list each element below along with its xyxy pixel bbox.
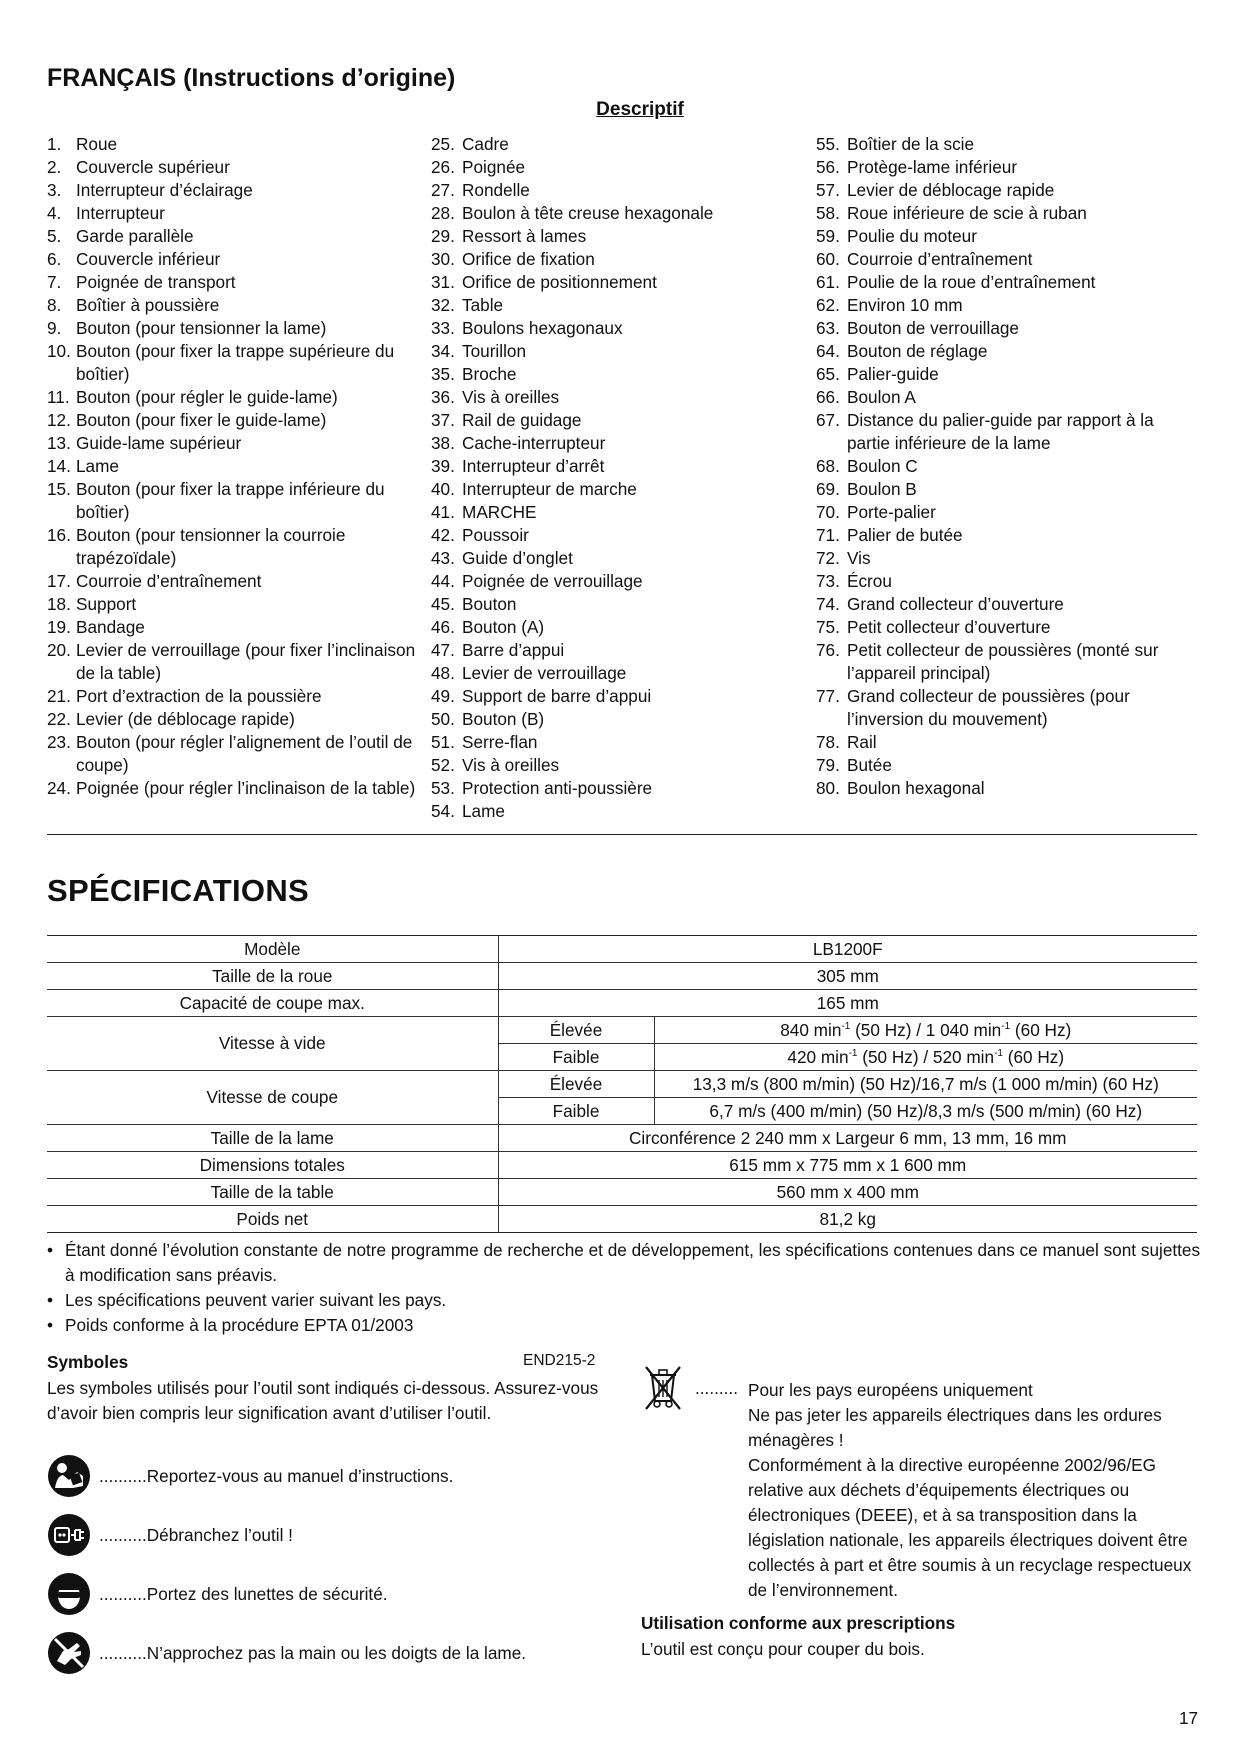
parts-list-column-1 (47, 133, 419, 800)
list-item: 76. Petit collecteur de poussières (monté sur l’appareil principal) (816, 640, 1159, 683)
unplug-icon (47, 1513, 91, 1557)
usage-text: L’outil est conçu pour couper du bois. (641, 1639, 925, 1659)
list-item: 67. Distance du palier-guide par rapport à la partie inférieure de la lame (816, 410, 1154, 453)
list-item: 26. Poignée (431, 157, 526, 177)
list-item: • Étant donné l’évolution constante de notre programme de recherche et de développement, les spécifications contenues dans ce manuel sont sujettes à modification sans préavis. (47, 1240, 1201, 1285)
list-item: 34. Tourillon (431, 341, 527, 361)
list-item: 9. Bouton (pour tensionner la lame) (47, 318, 327, 338)
symbol-row: .......... Portez des lunettes de sécurité. (47, 1572, 388, 1616)
page-title: FRANÇAIS (Instructions d’origine) (47, 64, 456, 92)
spec-sublabel: Faible (498, 1098, 654, 1125)
list-item: 18. Support (47, 594, 137, 614)
symbol-text: Portez des lunettes de sécurité. (146, 1583, 388, 1604)
symbols-code: END215-2 (523, 1352, 596, 1369)
spec-label: Vitesse à vide (47, 1017, 498, 1071)
list-item: 63. Bouton de verrouillage (816, 318, 1019, 338)
descriptif-heading: Descriptif (596, 99, 684, 120)
spec-label: Vitesse de coupe (47, 1071, 498, 1125)
keep-hands-away-icon (47, 1631, 91, 1675)
list-item: 11. Bouton (pour régler le guide-lame) (47, 387, 338, 407)
weee-bin-icon (641, 1363, 685, 1411)
list-item: 77. Grand collecteur de poussières (pour l’inversion du mouvement) (816, 686, 1130, 729)
table-row (47, 1071, 1197, 1098)
spec-label: Taille de la roue (47, 963, 498, 990)
symbols-heading: Symboles (47, 1352, 129, 1372)
list-item: 59. Poulie du moteur (816, 226, 977, 246)
list-item: 48. Levier de verrouillage (431, 663, 627, 683)
spec-value: 305 mm (498, 963, 1197, 990)
list-item: 25. Cadre (431, 134, 509, 154)
parts-list-column-2 (431, 133, 801, 823)
list-item: 33. Boulons hexagonaux (431, 318, 623, 338)
list-item: 79. Butée (816, 755, 892, 775)
table-row (47, 936, 1197, 963)
symbol-text: Débranchez l’outil ! (146, 1524, 293, 1545)
page-number: 17 (1179, 1708, 1199, 1728)
list-item: • Poids conforme à la procédure EPTA 01/2003 (47, 1315, 414, 1335)
list-item: 78. Rail (816, 732, 877, 752)
safety-glasses-icon (47, 1572, 91, 1616)
list-item: 43. Guide d’onglet (431, 548, 573, 568)
specifications-table (47, 935, 1197, 1233)
table-row (47, 1125, 1197, 1152)
table-row (47, 990, 1197, 1017)
list-item: 58. Roue inférieure de scie à ruban (816, 203, 1087, 223)
list-item: 14. Lame (47, 456, 119, 476)
table-row (47, 1206, 1197, 1233)
spec-value: 615 mm x 775 mm x 1 600 mm (498, 1152, 1197, 1179)
table-row (47, 963, 1197, 990)
list-item: 10. Bouton (pour fixer la trappe supérieure du boîtier) (47, 341, 395, 384)
list-item: 54. Lame (431, 801, 505, 821)
list-item: 62. Environ 10 mm (816, 295, 963, 315)
symbol-text: Reportez-vous au manuel d’instructions. (146, 1465, 454, 1486)
symbol-row: .......... N’approchez pas la main ou les doigts de la lame. (47, 1631, 526, 1675)
table-row (47, 1152, 1197, 1179)
spec-value: Circonférence 2 240 mm x Largeur 6 mm, 13 mm, 16 mm (498, 1125, 1197, 1152)
list-item: 71. Palier de butée (816, 525, 963, 545)
list-item: 20. Levier de verrouillage (pour fixer l’inclinaison de la table) (47, 640, 416, 683)
list-item: 49. Support de barre d’appui (431, 686, 652, 706)
list-item: 47. Barre d’appui (431, 640, 565, 660)
list-item: 15. Bouton (pour fixer la trappe inférieure du boîtier) (47, 479, 385, 522)
list-item: 39. Interrupteur d’arrêt (431, 456, 605, 476)
list-item: 4. Interrupteur (47, 203, 165, 223)
spec-value: LB1200F (498, 936, 1197, 963)
list-item: 66. Boulon A (816, 387, 916, 407)
list-item: 64. Bouton de réglage (816, 341, 988, 361)
spec-label: Modèle (47, 936, 498, 963)
parts-list-column-3 (816, 133, 1196, 800)
read-manual-icon (47, 1454, 91, 1498)
list-item: 68. Boulon C (816, 456, 918, 476)
list-item: 12. Bouton (pour fixer le guide-lame) (47, 410, 327, 430)
list-item: 24. Poignée (pour régler l’inclinaison de la table) (47, 778, 416, 798)
spec-notes (47, 1238, 1207, 1338)
list-item: 74. Grand collecteur d’ouverture (816, 594, 1064, 614)
list-item: 5. Garde parallèle (47, 226, 194, 246)
spec-label: Capacité de coupe max. (47, 990, 498, 1017)
spec-value: 420 $\min^{-1} (50$ Hz) / 520 $\min^{-1} (60$ Hz) (654, 1044, 1197, 1071)
spec-value: 560 mm x 400 mm (498, 1179, 1197, 1206)
spec-value: 840 $\min^{-1} (50$ Hz) / 1 040 $\min^{-1} (60$ Hz) (654, 1017, 1197, 1044)
list-item: 50. Bouton (B) (431, 709, 545, 729)
spec-label: Poids net (47, 1206, 498, 1233)
list-item: 16. Bouton (pour tensionner la courroie trapézoïdale) (47, 525, 346, 568)
table-row (47, 1179, 1197, 1206)
list-item: 30. Orifice de fixation (431, 249, 595, 269)
table-row (47, 1017, 1197, 1044)
list-item: 75. Petit collecteur d’ouverture (816, 617, 1051, 637)
list-item: 52. Vis à oreilles (431, 755, 560, 775)
list-item: 36. Vis à oreilles (431, 387, 560, 407)
list-item: 61. Poulie de la roue d’entraînement (816, 272, 1096, 292)
list-item: 72. Vis (816, 548, 871, 568)
weee-text: Pour les pays européens uniquement Ne pas jeter les appareils électriques dans les ordures ménagères ! Conformément à la directive européenne 2002/96/EG relative aux déchets d’équipements électriques ou électroniques (DEEE), et à sa transposition dans la législation nationale, les appareils électriques doivent être collectés à part et être soumis à un recyclage respectueux de l’environnement. (748, 1380, 1192, 1600)
list-item: 8. Boîtier à poussière (47, 295, 220, 315)
list-item: 42. Poussoir (431, 525, 529, 545)
spec-value: 13,3 m/s (800 m/min) (50 Hz)/16,7 m/s (1 000 m/min) (60 Hz) (654, 1071, 1197, 1098)
list-item: 6. Couvercle inférieur (47, 249, 221, 269)
list-item: 51. Serre-flan (431, 732, 538, 752)
list-item: 28. Boulon à tête creuse hexagonale (431, 203, 714, 223)
list-item: 57. Levier de déblocage rapide (816, 180, 1055, 200)
list-item: 27. Rondelle (431, 180, 530, 200)
specifications-heading: SPÉCIFICATIONS (47, 873, 309, 908)
list-item: 40. Interrupteur de marche (431, 479, 637, 499)
list-item: 29. Ressort à lames (431, 226, 587, 246)
list-item: 31. Orifice de positionnement (431, 272, 657, 292)
list-item: 17. Courroie d’entraînement (47, 571, 262, 591)
list-item: 21. Port d’extraction de la poussière (47, 686, 322, 706)
list-item: 65. Palier-guide (816, 364, 939, 384)
list-item: 80. Boulon hexagonal (816, 778, 985, 798)
list-item: • Les spécifications peuvent varier suivant les pays. (47, 1290, 447, 1310)
symbol-row: .......... Débranchez l’outil ! (47, 1513, 293, 1557)
list-item: 38. Cache-interrupteur (431, 433, 606, 453)
weee-dots: ......... (695, 1378, 738, 1398)
list-item: 22. Levier (de déblocage rapide) (47, 709, 295, 729)
list-item: 23. Bouton (pour régler l’alignement de l’outil de coupe) (47, 732, 413, 775)
spec-value: 6,7 m/s (400 m/min) (50 Hz)/8,3 m/s (500 m/min) (60 Hz) (654, 1098, 1197, 1125)
list-item: 13. Guide-lame supérieur (47, 433, 242, 453)
list-item: 70. Porte-palier (816, 502, 936, 522)
list-item: 73. Écrou (816, 571, 892, 591)
spec-sublabel: Élevée (498, 1071, 654, 1098)
usage-heading: Utilisation conforme aux prescriptions (641, 1613, 956, 1633)
spec-value: 81,2 kg (498, 1206, 1197, 1233)
section-divider (47, 834, 1197, 835)
list-item: 69. Boulon B (816, 479, 917, 499)
list-item: 35. Broche (431, 364, 517, 384)
list-item: 55. Boîtier de la scie (816, 134, 975, 154)
list-item: 46. Bouton (A) (431, 617, 545, 637)
spec-value: 165 mm (498, 990, 1197, 1017)
list-item: 41. MARCHE (431, 502, 537, 522)
list-item: 3. Interrupteur d’éclairage (47, 180, 253, 200)
list-item: 1. Roue (47, 134, 118, 154)
list-item: 32. Table (431, 295, 504, 315)
spec-label: Taille de la table (47, 1179, 498, 1206)
list-item: 2. Couvercle supérieur (47, 157, 230, 177)
spec-label: Taille de la lame (47, 1125, 498, 1152)
symbols-intro: Les symboles utilisés pour l’outil sont indiqués ci-dessous. Assurez-vous d’avoir bien compris leur signification avant d’utiliser l’outil. (47, 1378, 599, 1423)
list-item: 44. Poignée de verrouillage (431, 571, 643, 591)
list-item: 45. Bouton (431, 594, 517, 614)
list-item: 7. Poignée de transport (47, 272, 236, 292)
symbol-text: N’approchez pas la main ou les doigts de la lame. (146, 1642, 527, 1663)
list-item: 56. Protège-lame inférieur (816, 157, 1018, 177)
list-item: 53. Protection anti-poussière (431, 778, 653, 798)
spec-sublabel: Faible (498, 1044, 654, 1071)
list-item: 19. Bandage (47, 617, 145, 637)
symbol-row: .......... Reportez-vous au manuel d’instructions. (47, 1454, 453, 1498)
spec-label: Dimensions totales (47, 1152, 498, 1179)
list-item: 37. Rail de guidage (431, 410, 582, 430)
spec-sublabel: Élevée (498, 1017, 654, 1044)
list-item: 60. Courroie d’entraînement (816, 249, 1033, 269)
